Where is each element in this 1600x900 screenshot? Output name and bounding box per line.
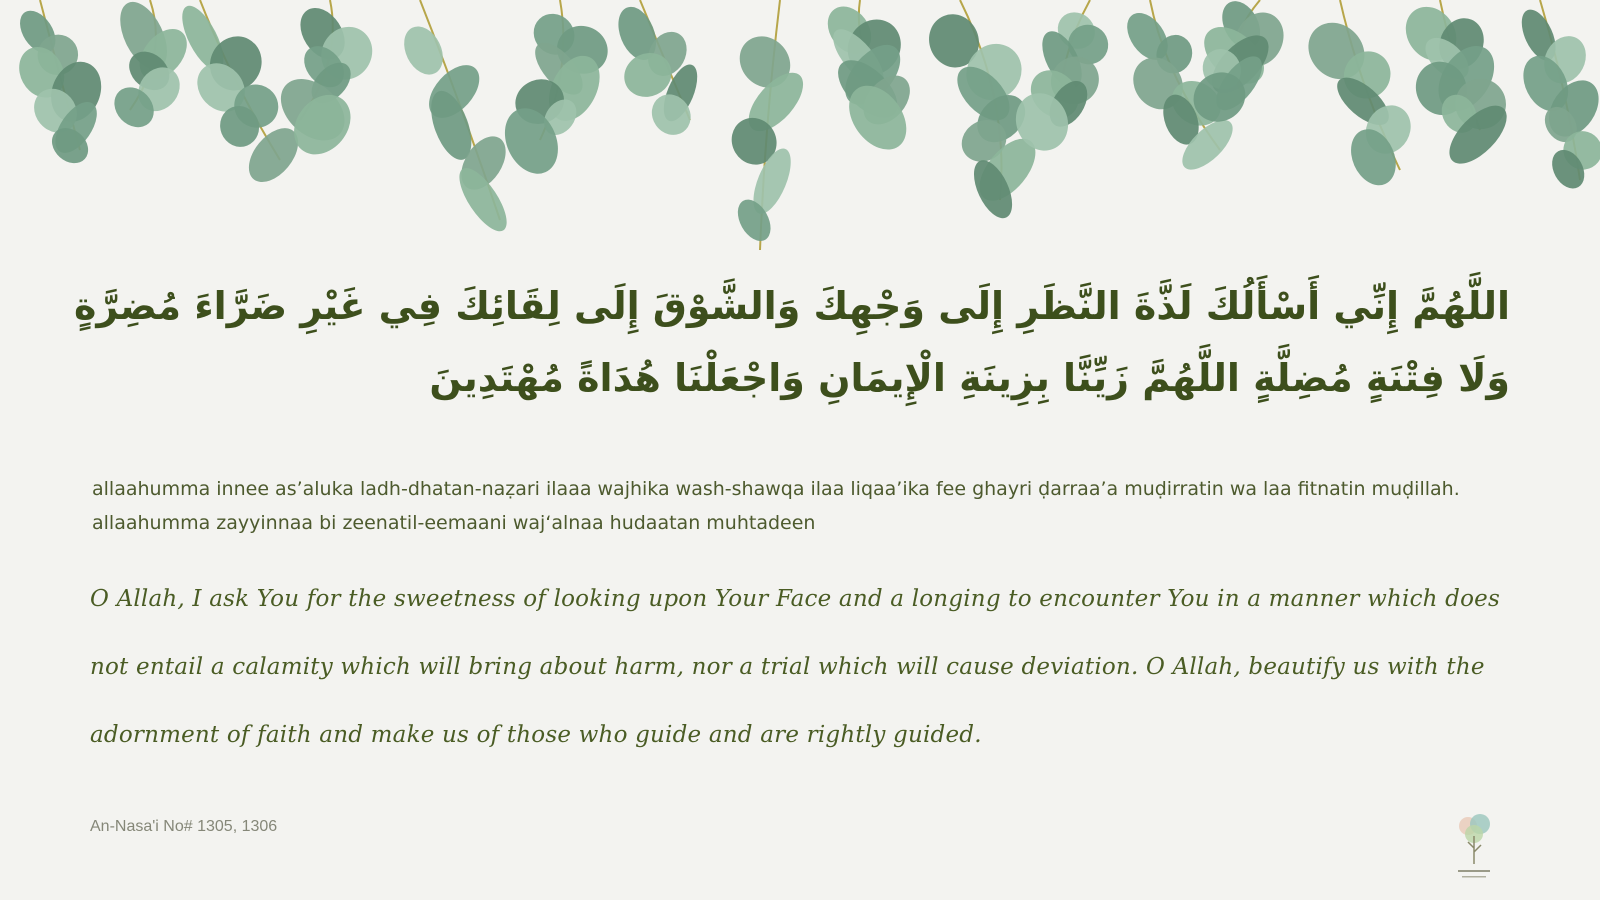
transliteration-text: allaahumma innee as’aluka ladh-dhatan-naẓari ilaaa wajhika wash-shawqa ilaa liqaa’ika fee ghayri ḍarraa’a muḍirratin wa laa fitnatin muḍillah. allaahumma zayyinnaa bi zeenatil-eemaani waj‘alnaa hudaatan muhtadeen — [92, 478, 1460, 534]
eucalyptus-leaves-decoration — [0, 0, 1600, 270]
hadith-source: An-Nasa'i No# 1305, 1306 — [90, 818, 278, 835]
arabic-line-1: اللَّهُمَّ إِنِّي أَسْأَلُكَ لَذَّةَ النَّظَرِ إِلَى وَجْهِكَ وَالشَّوْقَ إِلَى لِقَائِكَ فِي غَيْرِ ضَرَّاءَ مُضِرَّةٍ — [73, 284, 1510, 328]
tree-logo — [1444, 812, 1504, 890]
arabic-dua — [73, 270, 1510, 414]
arabic-line-2: وَلَا فِتْنَةٍ مُضِلَّةٍ اللَّهُمَّ زَيِّنَّا بِزِينَةِ الْإِيمَانِ وَاجْعَلْنَا هُدَاةً مُهْتَدِينَ — [429, 356, 1510, 400]
eucalyptus-leaf — [396, 20, 450, 81]
english-translation: O Allah, I ask You for the sweetness of looking upon Your Face and a longing to encounter You in a manner which does not entail a calamity which will bring about harm, nor a trial which will cause deviation. O Allah, beautify us with the adornment of faith and make us of those who guide and are rightly guided. — [90, 586, 1500, 748]
